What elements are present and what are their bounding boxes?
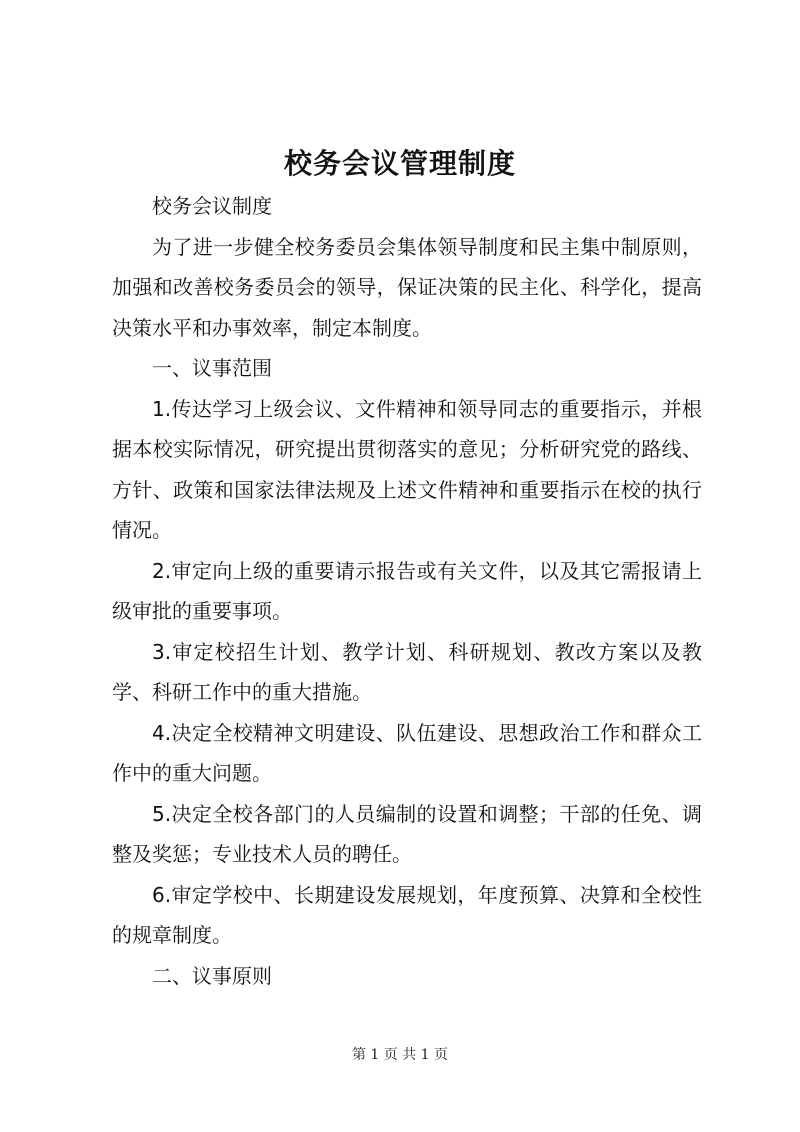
- paragraph-intro: 为了进一步健全校务委员会集体领导制度和民主集中制原则，加强和改善校务委员会的领导，保证决策的民主化、科学化，提高决策水平和办事效率，制定本制度。: [112, 234, 702, 340]
- section-heading-principles: 二、议事原则: [152, 963, 272, 988]
- list-item-2: 2.审定向上级的重要请示报告或有关文件，以及其它需报请上级审批的重要事项。: [112, 558, 702, 623]
- section-heading-scope: 一、议事范围: [152, 356, 272, 380]
- document-title: 校务会议管理制度: [283, 147, 516, 180]
- page-footer: 第 1 页 共 1 页: [351, 1047, 449, 1063]
- list-item-6: 6.审定学校中、长期建设发展规划，年度预算、决算和全校性的规章制度。: [112, 882, 702, 947]
- list-item-1: 1.传达学习上级会议、文件精神和领导同志的重要指示，并根据本校实际情况，研究提出贯彻落实的意见；分析研究党的路线、方针、政策和国家法律法规及上述文件精神和重要指示在校的执行情况。: [112, 396, 702, 542]
- list-item-5: 5.决定全校各部门的人员编制的设置和调整；干部的任免、调整及奖惩；专业技术人员的聘任。: [112, 801, 702, 866]
- list-item-4: 4.决定全校精神文明建设、队伍建设、思想政治工作和群众工作中的重大问题。: [112, 720, 702, 785]
- document-body: [112, 186, 702, 996]
- list-item-3: 3.审定校招生计划、教学计划、科研规划、教改方案以及教学、科研工作中的重大措施。: [112, 639, 702, 704]
- paragraph-subtitle: 校务会议制度: [152, 194, 272, 218]
